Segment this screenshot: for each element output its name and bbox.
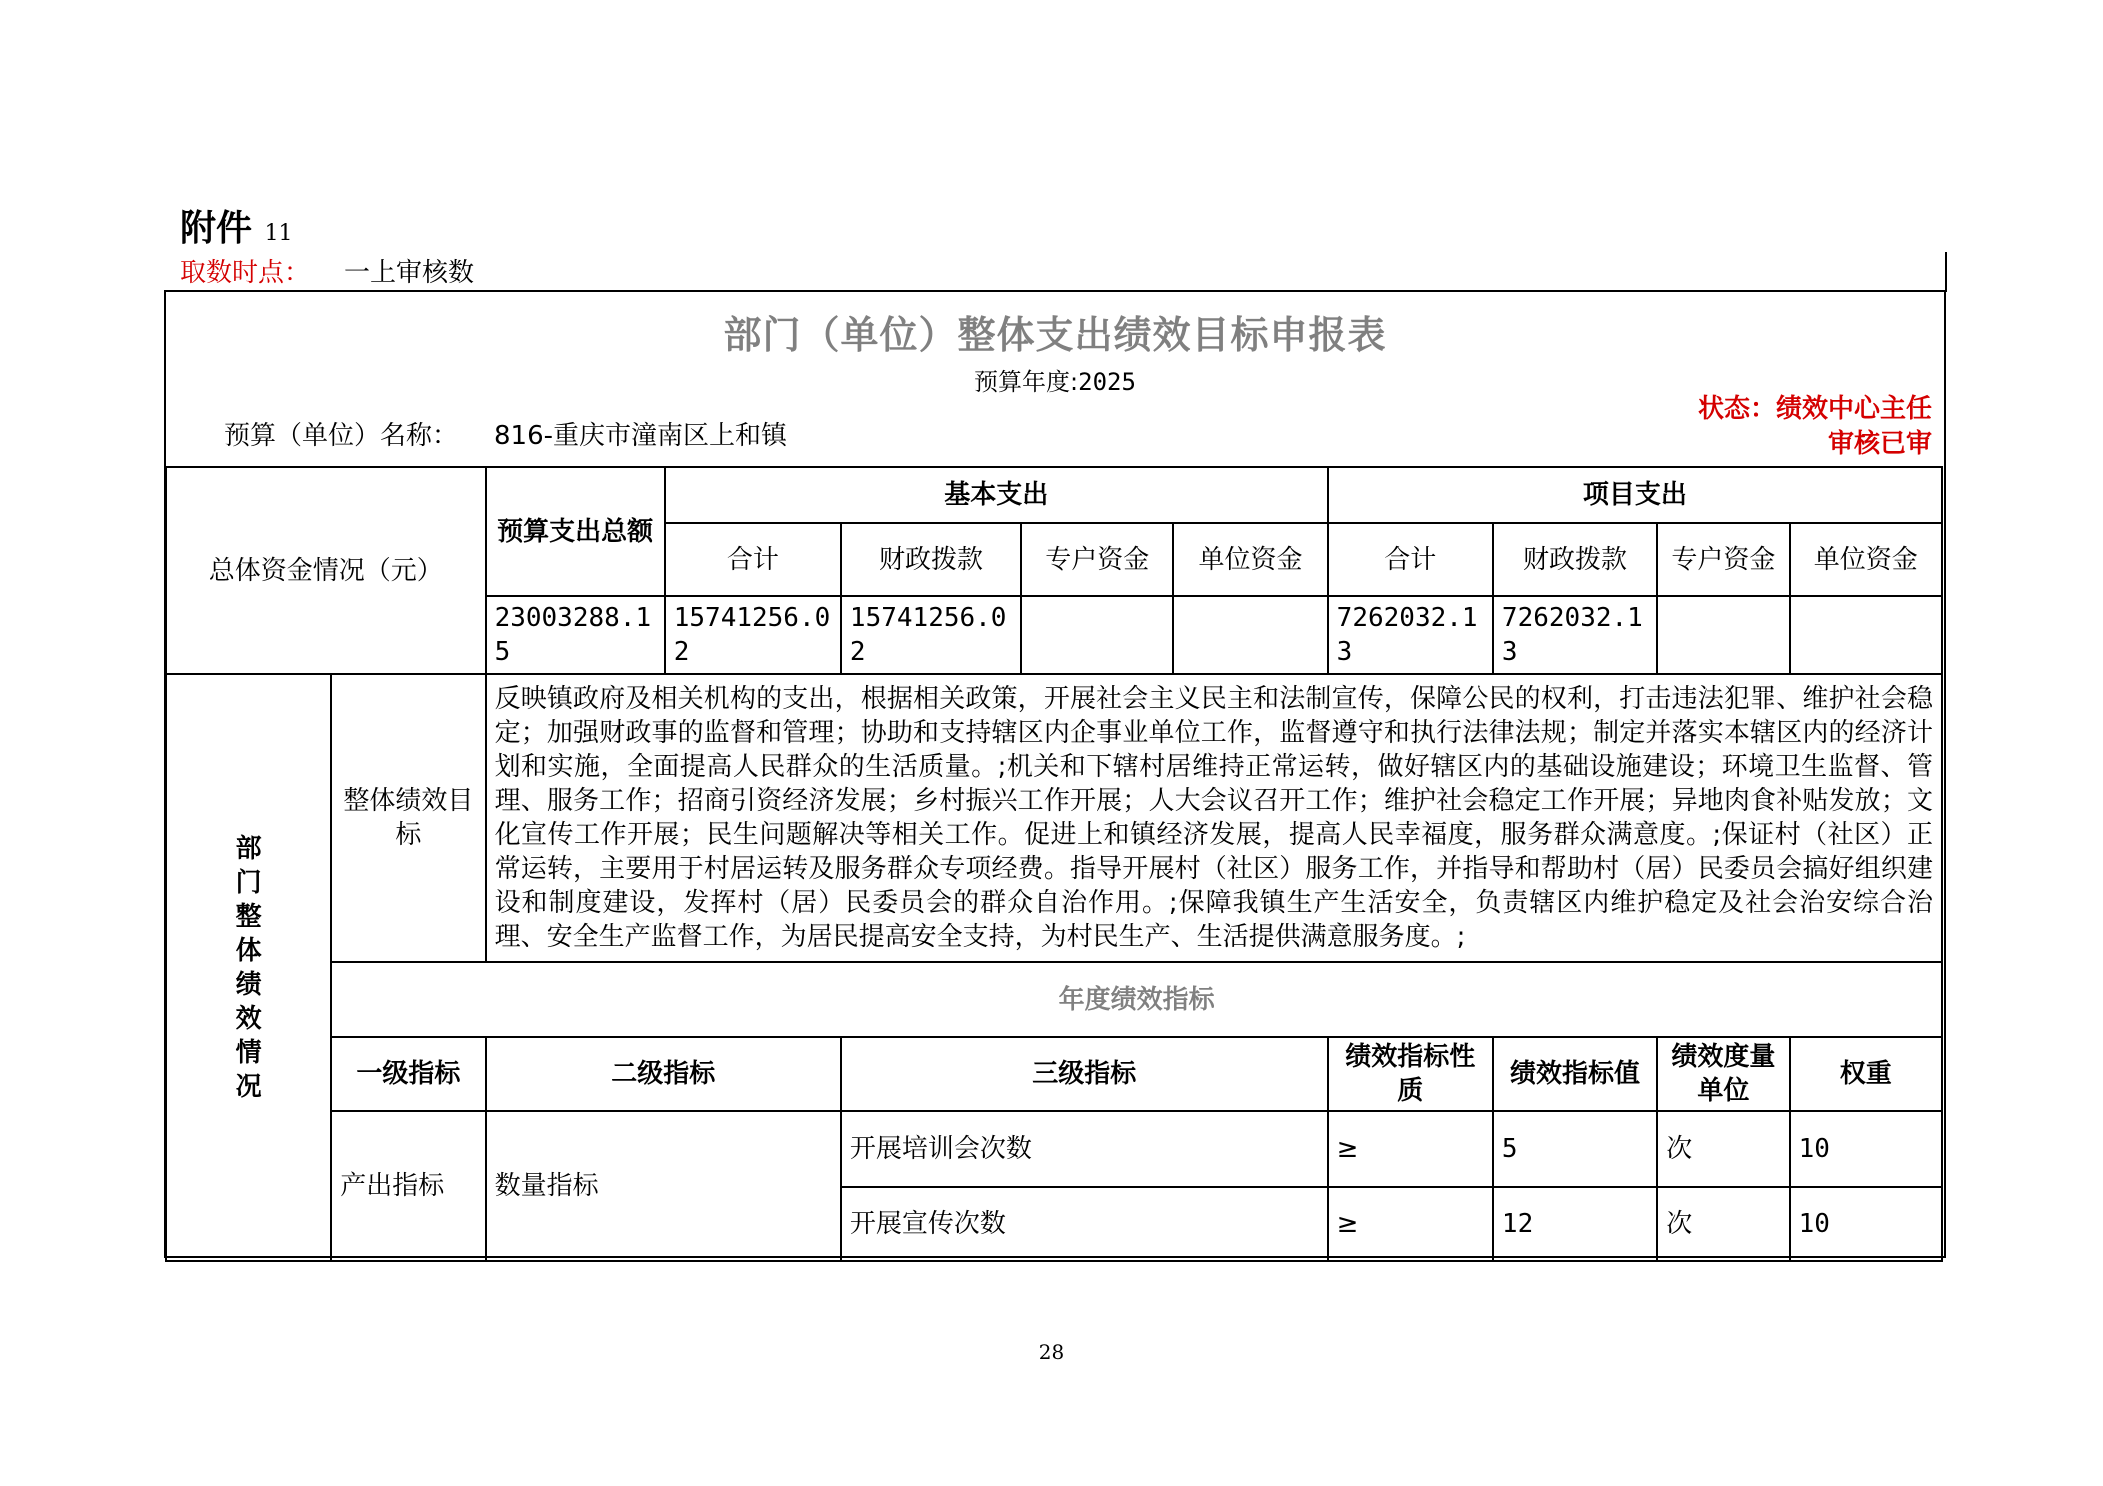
- project-finance-header: 财政拨款: [1493, 523, 1657, 596]
- budget-unit-value: 816-重庆市潼南区上和镇: [494, 421, 788, 451]
- review-status: [1698, 392, 1932, 462]
- page-number: 28: [1038, 1340, 1065, 1364]
- declaration-form: [164, 290, 1946, 1258]
- value-header: 绩效指标值: [1493, 1037, 1657, 1111]
- basic-finance-header: 财政拨款: [841, 523, 1021, 596]
- annual-indicator-title-row: [166, 962, 1942, 1037]
- basic-expense-header: 基本支出: [665, 467, 1328, 523]
- basic-total-value: 15741256.02: [665, 596, 841, 674]
- section-char: 整: [235, 901, 262, 932]
- indicator-level2: 数量指标: [486, 1111, 841, 1261]
- budget-unit-label: 预算（单位）名称：: [224, 421, 459, 451]
- goal-row: [166, 674, 1942, 962]
- basic-special-header: 专户资金: [1021, 523, 1173, 596]
- project-unit-value: [1790, 596, 1942, 674]
- project-expense-header: 项目支出: [1328, 467, 1942, 523]
- review-status-line1: 状态：绩效中心主任: [1697, 394, 1932, 424]
- indicator-unit: 次: [1657, 1111, 1789, 1187]
- basic-unit-value: [1173, 596, 1327, 674]
- basic-unit-header: 单位资金: [1173, 523, 1327, 596]
- annual-indicator-title: 年度绩效指标: [331, 962, 1942, 1037]
- attachment-heading: [180, 200, 293, 251]
- budget-year-label: 预算年度:: [974, 368, 1079, 396]
- budget-year: [166, 362, 1944, 397]
- indicator-header-row: [166, 1037, 1942, 1111]
- level1-header: 一级指标: [331, 1037, 485, 1111]
- project-special-header: 专户资金: [1657, 523, 1789, 596]
- form-title: 部门（单位）整体支出绩效目标申报表: [723, 313, 1387, 357]
- indicator-value: 12: [1493, 1187, 1657, 1261]
- form-table: [165, 466, 1943, 1262]
- funds-row-label: 总体资金情况（元）: [166, 467, 486, 674]
- indicator-unit: 次: [1657, 1187, 1789, 1261]
- weight-header: 权重: [1790, 1037, 1942, 1111]
- performance-section-label: [166, 674, 331, 1261]
- section-char: 况: [235, 1071, 262, 1102]
- indicator-nature: ≥: [1328, 1111, 1493, 1187]
- basic-finance-value: 15741256.02: [841, 596, 1021, 674]
- total-budget-value: 23003288.15: [486, 596, 665, 674]
- indicator-row: [166, 1111, 1942, 1187]
- level3-header: 三级指标: [841, 1037, 1328, 1111]
- section-char: 体: [235, 935, 262, 966]
- unit-header: 绩效度量单位: [1657, 1037, 1789, 1111]
- attachment-label: 附件: [180, 208, 253, 249]
- budget-unit: [224, 415, 787, 452]
- quote-time-value: 一上审核数: [344, 258, 475, 288]
- basic-special-value: [1021, 596, 1173, 674]
- basic-total-header: 合计: [665, 523, 841, 596]
- indicator-value: 5: [1493, 1111, 1657, 1187]
- quote-time-label: 取数时点：: [180, 258, 311, 288]
- indicator-level3: 开展宣传次数: [841, 1187, 1328, 1261]
- top-right-rule: [1945, 252, 1947, 292]
- section-char: 绩: [235, 969, 262, 1000]
- section-char: 部: [235, 833, 262, 864]
- overall-goal-text: 反映镇政府及相关机构的支出，根据相关政策，开展社会主义民主和法制宣传，保障公民的权利，打击违法犯罪、维护社会稳定；加强财政事的监督和管理；协助和支持辖区内企事业单位工作，监督遵守和执行法律法规；制定并落实本辖区内的经济计划和实施，全面提高人民群众的生活质量。;机关和下辖村居维持正常运转，做好辖区内的基础设施建设；环境卫生监督、管理、服务工作；招商引资经济发展；乡村振兴工作开展；人大会议召开工作；维护社会稳定工作开展；异地肉食补贴发放；文化宣传工作开展；民生问题解决等相关工作。促进上和镇经济发展，提高人民幸福度，服务群众满意度。;保证村（社区）正常运转，主要用于村居运转及服务群众专项经费。指导开展村（社区）服务工作，并指导和帮助村（居）民委员会搞好组织建设和制度建设，发挥村（居）民委员会的群众自治作用。;保障我镇生产生活安全，负责辖区内维护稳定及社会治安综合治理、安全生产监督工作，为居民提高安全支持，为村民生产、生活提供满意服务度。;: [486, 674, 1942, 962]
- total-budget-header: 预算支出总额: [486, 467, 665, 596]
- project-unit-header: 单位资金: [1790, 523, 1942, 596]
- nature-header: 绩效指标性质: [1328, 1037, 1493, 1111]
- indicator-weight: 10: [1790, 1187, 1942, 1261]
- project-special-value: [1657, 596, 1789, 674]
- quote-time-row: [180, 252, 474, 289]
- funds-header-row: [166, 467, 1942, 523]
- indicator-level3: 开展培训会次数: [841, 1111, 1328, 1187]
- section-char: 门: [235, 867, 262, 898]
- section-char: 效: [235, 1003, 262, 1034]
- project-total-header: 合计: [1328, 523, 1493, 596]
- indicator-weight: 10: [1790, 1111, 1942, 1187]
- review-status-line2: 审核已审: [1827, 429, 1932, 459]
- project-finance-value: 7262032.13: [1493, 596, 1657, 674]
- project-total-value: 7262032.13: [1328, 596, 1493, 674]
- indicator-level1: 产出指标: [331, 1111, 485, 1261]
- indicator-nature: ≥: [1328, 1187, 1493, 1261]
- overall-goal-label: 整体绩效目标: [331, 674, 485, 962]
- section-char: 情: [235, 1037, 262, 1068]
- attachment-number: 11: [264, 221, 293, 246]
- budget-year-value: 2025: [1078, 368, 1136, 396]
- level2-header: 二级指标: [486, 1037, 841, 1111]
